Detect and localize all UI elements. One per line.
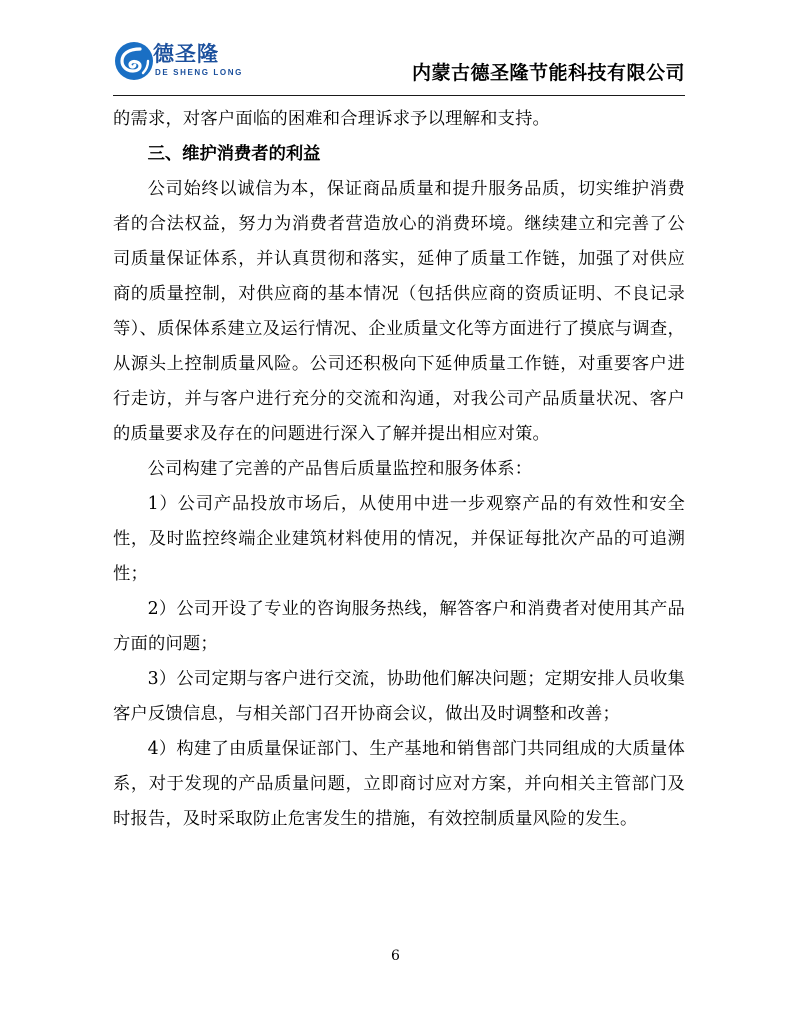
- paragraph-1: 公司始终以诚信为本，保证商品质量和提升服务品质，切实维护消费者的合法权益，努力为消费者营造放心的消费环境。继续建立和完善了公司质量保证体系，并认真贯彻和落实，延伸了质量工作链，加强了对供应商的质量控制，对供应商的基本情况（包括供应商的资质证明、不良记录等）、质保体系建立及运行情况、企业质量文化等方面进行了摸底与调查，从源头上控制质量风险。公司还积极向下延伸质量工作链，对重要客户进行走访，并与客户进行充分的交流和沟通，对我公司产品质量状况、客户的质量要求及存在的问题进行深入了解并提出相应对策。: [113, 179, 685, 444]
- list-item-3: 3）公司定期与客户进行交流，协助他们解决问题；定期安排人员收集客户反馈信息，与相关部门召开协商会议，做出及时调整和改善；: [113, 669, 685, 724]
- page-number: 6: [391, 948, 400, 964]
- paragraph-2: 公司构建了完善的产品售后质量监控和服务体系：: [147, 459, 533, 479]
- company-logo: [113, 36, 243, 88]
- header-divider: [113, 95, 685, 96]
- company-name-heading: 内蒙古德圣隆节能科技有限公司: [411, 62, 685, 84]
- document-body: [113, 102, 685, 837]
- page-header: [113, 36, 685, 92]
- logo-text-cn: 德圣隆: [153, 41, 219, 66]
- company-logo-swirl-icon: [113, 40, 155, 82]
- logo-text-en: DE SHENG LONG: [155, 68, 243, 77]
- continued-paragraph: 的需求，对客户面临的困难和合理诉求予以理解和支持。: [113, 109, 551, 129]
- section-heading: 三、维护消费者的利益: [147, 144, 321, 164]
- list-item-2: 2）公司开设了专业的咨询服务热线，解答客户和消费者对使用其产品方面的问题；: [113, 599, 685, 654]
- list-item-1: 1）公司产品投放市场后，从使用中进一步观察产品的有效性和安全性，及时监控终端企业建筑材料使用的情况，并保证每批次产品的可追溯性；: [113, 494, 685, 584]
- list-item-4: 4）构建了由质量保证部门、生产基地和销售部门共同组成的大质量体系，对于发现的产品质量问题，立即商讨应对方案，并向相关主管部门及时报告，及时采取防止危害发生的措施，有效控制质量风险的发生。: [113, 739, 685, 829]
